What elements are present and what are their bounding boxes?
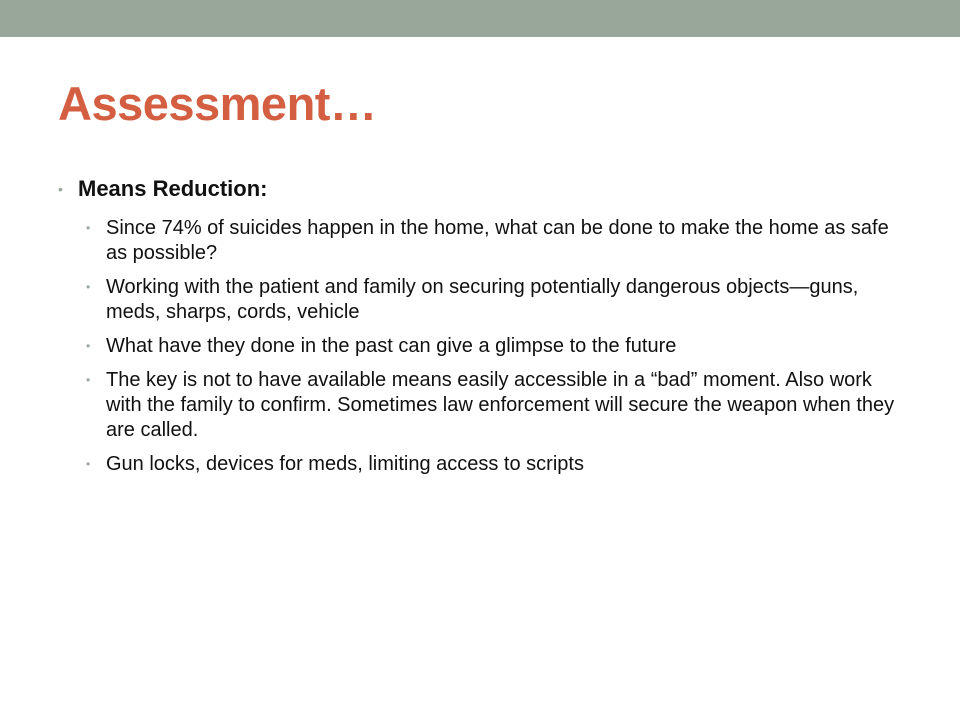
- sub-bullet-list: [58, 216, 898, 477]
- top-accent-bar: [0, 0, 960, 37]
- bullet-icon: •: [86, 221, 91, 235]
- list-item-text: What have they done in the past can give a glimpse to the future: [106, 335, 677, 357]
- heading-text: Means Reduction:: [78, 176, 268, 201]
- list-item-text: Since 74% of suicides happen in the home, what can be done to make the home as safe as possible?: [106, 217, 889, 264]
- bullet-icon: •: [86, 457, 91, 471]
- slide-title: Assessment…: [58, 77, 377, 130]
- list-item-text: Gun locks, devices for meds, limiting access to scripts: [106, 453, 584, 475]
- list-item: [86, 275, 898, 325]
- list-item-text: Working with the patient and family on securing potentially dangerous objects—guns, meds, sharps, cords, vehicle: [106, 276, 859, 323]
- bullet-icon: •: [58, 181, 63, 197]
- list-item: [86, 368, 898, 443]
- list-item: [86, 452, 898, 477]
- bullet-icon: •: [86, 280, 91, 294]
- list-item: [86, 216, 898, 266]
- list-item-text: The key is not to have available means easily accessible in a “bad” moment. Also work with the family to confirm. Sometimes law enforcement will secure the weapon when they are called.: [106, 369, 895, 441]
- bullet-icon: •: [86, 373, 91, 387]
- list-item: [86, 334, 898, 359]
- slide-content: [58, 172, 898, 486]
- bullet-heading: [58, 172, 898, 206]
- bullet-icon: •: [86, 339, 91, 353]
